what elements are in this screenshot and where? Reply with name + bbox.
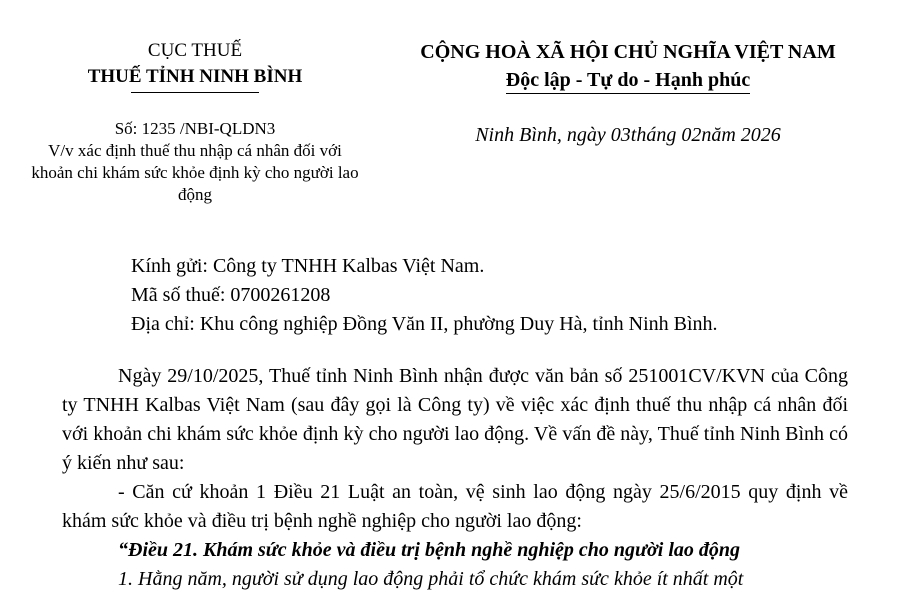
recipient-address: Địa chỉ: Khu công nghiệp Đồng Văn II, phường Duy Hà, tỉnh Ninh Bình. [131, 313, 718, 335]
document-meta [30, 118, 360, 206]
national-header [378, 38, 878, 94]
country-name: CỘNG HOÀ XÃ HỘI CHỦ NGHĨA VIỆT NAM [420, 41, 836, 63]
quoted-article-title: “Điều 21. Khám sức khỏe và điều trị bệnh nghề nghiệp cho người lao động [118, 539, 740, 561]
document-subject: V/v xác định thuế thu nhập cá nhân đối với khoản chi khám sức khỏe định kỳ cho người lao động [31, 141, 359, 204]
parent-agency-name: CỤC THUẾ [147, 40, 243, 61]
body-paragraph: Ngày 29/10/2025, Thuế tỉnh Ninh Bình nhận được văn bản số 251001CV/KVN của Công ty TNHH Kalbas Việt Nam (sau đây gọi là Công ty) về việc xác định thuế thu nhập cá nhân đối với khoản chi khám sức khỏe định kỳ cho người lao động. Về vấn đề này, Thuế tỉnh Ninh Bình có ý kiến như sau: [62, 365, 848, 474]
recipient-block [131, 252, 851, 339]
recipient-tax-code: Mã số thuế: 0700261208 [131, 284, 331, 306]
agency-underline [131, 92, 259, 93]
issue-date: Ninh Bình, ngày 03tháng 02năm 2026 [475, 124, 781, 146]
recipient-to: Kính gửi: Công ty TNHH Kalbas Việt Nam. [131, 255, 485, 277]
agency-name: THUẾ TỈNH NINH BÌNH [87, 66, 303, 87]
body-paragraph: - Căn cứ khoản 1 Điều 21 Luật an toàn, vệ sinh lao động ngày 25/6/2015 quy định về khám sức khỏe và điều trị bệnh nghề nghiệp cho người lao động: [62, 481, 848, 532]
quoted-article-clause: 1. Hằng năm, người sử dụng lao động phải tổ chức khám sức khỏe ít nhất một [118, 568, 744, 590]
document-body [62, 362, 848, 594]
national-motto: Độc lập - Tự do - Hạnh phúc [506, 67, 750, 94]
issuing-agency-block [30, 38, 360, 93]
document-number: Số: 1235 /NBI-QLDN3 [114, 119, 276, 138]
